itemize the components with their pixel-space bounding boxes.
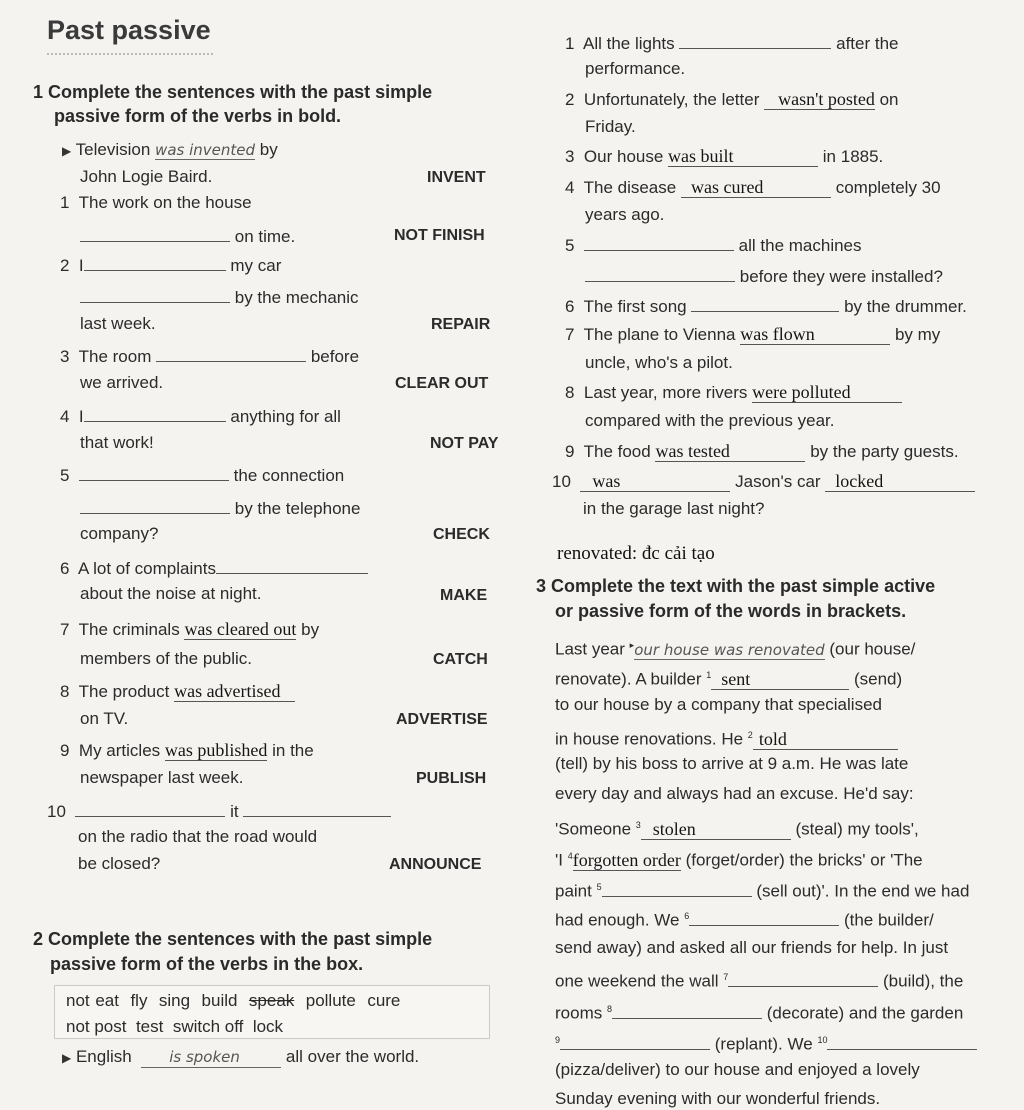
answer-blank[interactable]	[585, 265, 735, 282]
ex3-instruction-2: or passive form of the words in brackets.	[555, 601, 907, 621]
answer-blank[interactable]	[689, 909, 839, 926]
item-9-answer[interactable]: was tested	[655, 441, 805, 462]
ex2-instruction-2: passive form of the verbs in the box.	[50, 954, 364, 974]
answer-blank[interactable]	[728, 970, 878, 987]
example-answer: our house was renovated	[634, 640, 825, 659]
ex1-item-5: 5 the connection	[60, 466, 345, 485]
item-3-answer[interactable]: was built	[668, 146, 818, 167]
item-7-answer[interactable]: was flown	[740, 324, 890, 345]
answer-blank[interactable]	[79, 464, 229, 481]
ex3-line-14: $^9$ (replant). We $^{10}$	[555, 1030, 977, 1055]
item-9-answer[interactable]: was published	[164, 740, 268, 760]
ex1-item-4: 4 I anything for all	[60, 407, 341, 426]
item-4-answer[interactable]: was cured	[681, 177, 831, 198]
example-answer: was invented	[155, 141, 256, 159]
item-8-answer[interactable]: was advertised	[174, 681, 294, 702]
ex1-instruction-2: passive form of the verbs in bold.	[54, 106, 342, 126]
ex3-line-1: Last year ▸our house was renovated (our house/	[555, 639, 916, 659]
answer-blank[interactable]	[80, 286, 230, 303]
answer-blank[interactable]	[80, 497, 230, 514]
ex2-item-8: 8 Last year, more rivers were polluted	[565, 382, 902, 403]
item-7-answer[interactable]: was cleared out	[184, 619, 297, 639]
ex2-instruction: 2 Complete the sentences with the past simple	[33, 929, 433, 949]
ex1-item-6: 6 A lot of complaints	[60, 557, 368, 579]
gap-2-answer[interactable]: told	[753, 729, 898, 750]
answer-blank[interactable]	[84, 254, 226, 271]
ex3-line-2: renovate). A builder $^1$ sent (send)	[555, 668, 903, 689]
answer-blank[interactable]	[691, 295, 839, 312]
answer-blank[interactable]	[75, 800, 225, 817]
ex2-item-1: 1 All the lights after the	[565, 34, 899, 53]
answer-blank[interactable]	[584, 234, 734, 251]
ex2-item-7: 7 The plane to Vienna was flown by my	[565, 324, 941, 344]
item-10-answer-1[interactable]: was	[580, 471, 730, 492]
gap-4-answer[interactable]: forgotten order	[572, 849, 681, 870]
ex3-line-13: rooms $^8$ (decorate) and the garden	[555, 1003, 964, 1023]
ex1-instruction: 1 Complete the sentences with the past simple	[33, 82, 433, 102]
ex1-item-1: 1 The work on the house	[60, 193, 252, 212]
answer-blank[interactable]	[80, 225, 230, 242]
ex2-item-9: 9 The food was tested by the party guests.	[565, 441, 959, 461]
triangle-icon: ▶	[62, 144, 72, 158]
ex1-example: ▶ Television was invented by	[62, 140, 278, 159]
answer-blank[interactable]	[827, 1033, 977, 1050]
ex1-item-8: 8 The product was advertised	[60, 681, 295, 702]
ex1-item-2: 2 I my car	[60, 256, 282, 275]
ex3-line-12: one weekend the wall $^7$ (build), the	[555, 971, 964, 991]
example-answer: is spoken	[141, 1047, 281, 1068]
gap-3-answer[interactable]: stolen	[641, 819, 791, 840]
ex2-item-2: 2 Unfortunately, the letter wasn't posted on	[565, 89, 899, 109]
verb-invent: INVENT	[427, 169, 486, 186]
ex1-item-9: 9 My articles was published in the	[60, 740, 314, 760]
item-2-answer[interactable]: wasn't posted	[764, 89, 875, 110]
answer-blank[interactable]	[84, 405, 226, 422]
ex2-item-5: 5 all the machines	[565, 236, 862, 255]
crossed-word: speak	[248, 991, 295, 1010]
ex2-example: ▶ English is spoken all over the world.	[62, 1047, 420, 1066]
gap-1-answer[interactable]: sent	[711, 669, 849, 690]
answer-blank[interactable]	[679, 32, 831, 49]
ex3-line-4: in house renovations. He $^2$ told	[555, 725, 898, 750]
answer-blank[interactable]	[560, 1033, 710, 1050]
ex2-item-10: 10 was Jason's car locked	[552, 471, 975, 492]
ex1-item-10: 10 it	[47, 800, 391, 822]
ex2-item-4: 4 The disease was cured completely 30	[565, 177, 941, 197]
ex3-line-10: had enough. We $^6$ (the builder/	[555, 910, 934, 930]
ex3-line-7: 'Someone $^3$ stolen (steal) my tools',	[555, 818, 919, 839]
ex3-line-9: paint $^5$ (sell out)'. In the end we had	[555, 881, 970, 901]
ex3-instruction: 3 Complete the text with the past simple active	[536, 576, 936, 596]
answer-blank[interactable]	[243, 800, 391, 817]
word-box-row-1: not eat fly sing build speak pollute cure	[66, 991, 401, 1010]
answer-blank[interactable]	[602, 880, 752, 897]
item-10-answer-2[interactable]: locked	[825, 471, 975, 492]
ex1-item-7: 7 The criminals was cleared out by	[60, 619, 320, 639]
vocab-note: renovated: đc cải tạo	[557, 543, 715, 564]
ex3-line-8: 'I $^4$forgotten order (forget/order) the bricks' or 'The	[555, 849, 923, 870]
page-title: Past passive	[47, 15, 213, 55]
triangle-icon: ▶	[62, 1051, 72, 1065]
item-8-answer[interactable]: were polluted	[752, 382, 902, 403]
answer-blank[interactable]	[612, 1002, 762, 1019]
answer-blank[interactable]	[156, 345, 306, 362]
ex1-item-3: 3 The room before	[60, 347, 360, 366]
ex2-item-6: 6 The first song by the drummer.	[565, 297, 967, 316]
word-box-row-2: not post test switch off lock	[66, 1017, 284, 1036]
answer-blank[interactable]	[216, 557, 368, 574]
ex2-item-3: 3 Our house was built in 1885.	[565, 146, 884, 166]
